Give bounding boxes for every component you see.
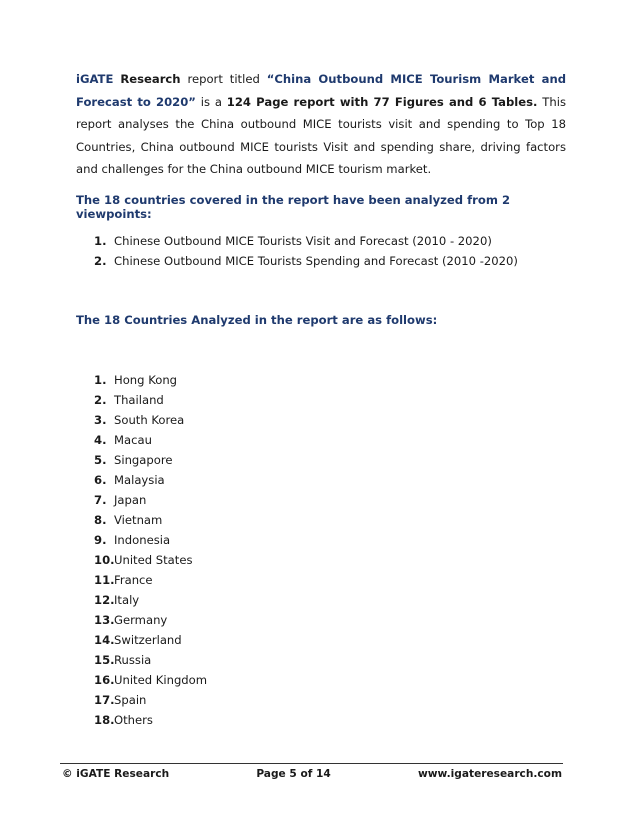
item-number: 6. — [94, 473, 107, 487]
item-text: Japan — [114, 493, 147, 507]
item-number: 11. — [94, 573, 115, 587]
item-number: 1. — [94, 234, 107, 248]
countries-heading: The 18 Countries Analyzed in the report are as follows: — [76, 313, 438, 327]
list-item — [94, 390, 207, 410]
list-item — [94, 430, 207, 450]
report-title: “China Outbound MICE Tourism Market and Forecast to 2020” — [76, 72, 567, 109]
list-item — [94, 251, 518, 271]
item-number: 3. — [94, 413, 107, 427]
footer-copyright: © iGATE Research — [62, 768, 170, 780]
item-text: Spain — [114, 693, 147, 707]
item-number: 18. — [94, 713, 115, 727]
viewpoints-heading: The 18 countries covered in the report have been analyzed from 2 viewpoints: — [76, 193, 511, 221]
item-text: Indonesia — [114, 533, 171, 547]
item-number: 15. — [94, 653, 115, 667]
footer-divider — [60, 763, 563, 764]
item-text: United States — [114, 553, 193, 567]
item-text: Russia — [114, 653, 152, 667]
list-item — [94, 550, 207, 570]
item-text: Chinese Outbound MICE Tourists Visit and Forecast (2010 - 2020) — [114, 234, 492, 248]
item-number: 1. — [94, 373, 107, 387]
intro-text-1: report titled — [180, 72, 267, 86]
list-item — [94, 590, 207, 610]
list-item — [94, 630, 207, 650]
item-text: Thailand — [114, 393, 164, 407]
item-text: Italy — [114, 593, 140, 607]
list-item — [94, 370, 207, 390]
item-number: 17. — [94, 693, 115, 707]
page-footer — [62, 768, 562, 780]
item-text: Others — [114, 713, 153, 727]
item-text: South Korea — [114, 413, 185, 427]
intro-paragraph — [76, 68, 566, 181]
list-item — [94, 570, 207, 590]
pages-phrase: 124 Page report with 77 Figures and 6 Tables. — [226, 94, 538, 109]
item-text: Malaysia — [114, 473, 165, 487]
item-text: France — [114, 573, 153, 587]
list-item — [94, 410, 207, 430]
list-item — [94, 610, 207, 630]
item-number: 2. — [94, 393, 107, 407]
intro-text-2: is a — [195, 94, 227, 109]
list-item — [94, 530, 207, 550]
countries-list — [94, 370, 207, 730]
item-text: Switzerland — [114, 633, 182, 647]
list-item — [94, 710, 207, 730]
brand-suffix: Research — [120, 72, 181, 86]
item-number: 10. — [94, 553, 115, 567]
list-item — [94, 650, 207, 670]
footer-page-number: Page 5 of 14 — [256, 768, 331, 780]
viewpoints-list — [94, 231, 518, 271]
list-item — [94, 510, 207, 530]
list-item — [94, 231, 518, 251]
item-text: Singapore — [114, 453, 173, 467]
item-text: Hong Kong — [114, 373, 178, 387]
item-number: 13. — [94, 613, 115, 627]
list-item — [94, 470, 207, 490]
item-number: 2. — [94, 254, 107, 268]
footer-website: www.igateresearch.com — [417, 768, 562, 780]
item-number: 7. — [94, 493, 107, 507]
item-text: Chinese Outbound MICE Tourists Spending and Forecast (2010 -2020) — [114, 254, 518, 268]
item-text: Germany — [114, 613, 168, 627]
item-number: 16. — [94, 673, 115, 687]
item-text: Vietnam — [114, 513, 163, 527]
brand-name: iGATE — [76, 72, 114, 86]
item-number: 9. — [94, 533, 107, 547]
item-number: 14. — [94, 633, 115, 647]
item-number: 5. — [94, 453, 107, 467]
item-text: Macau — [114, 433, 152, 447]
list-item — [94, 690, 207, 710]
item-number: 12. — [94, 593, 115, 607]
list-item — [94, 450, 207, 470]
item-text: United Kingdom — [114, 673, 208, 687]
intro-text-3: This report analyses the China outbound MICE tourists visit and spending to Top 18 Countries, China outbound MICE tourists Visit and spending share, driving factors and challenges for the China outbound MICE tourism market. — [76, 94, 566, 176]
item-number: 8. — [94, 513, 107, 527]
item-number: 4. — [94, 433, 107, 447]
list-item — [94, 490, 207, 510]
list-item — [94, 670, 207, 690]
